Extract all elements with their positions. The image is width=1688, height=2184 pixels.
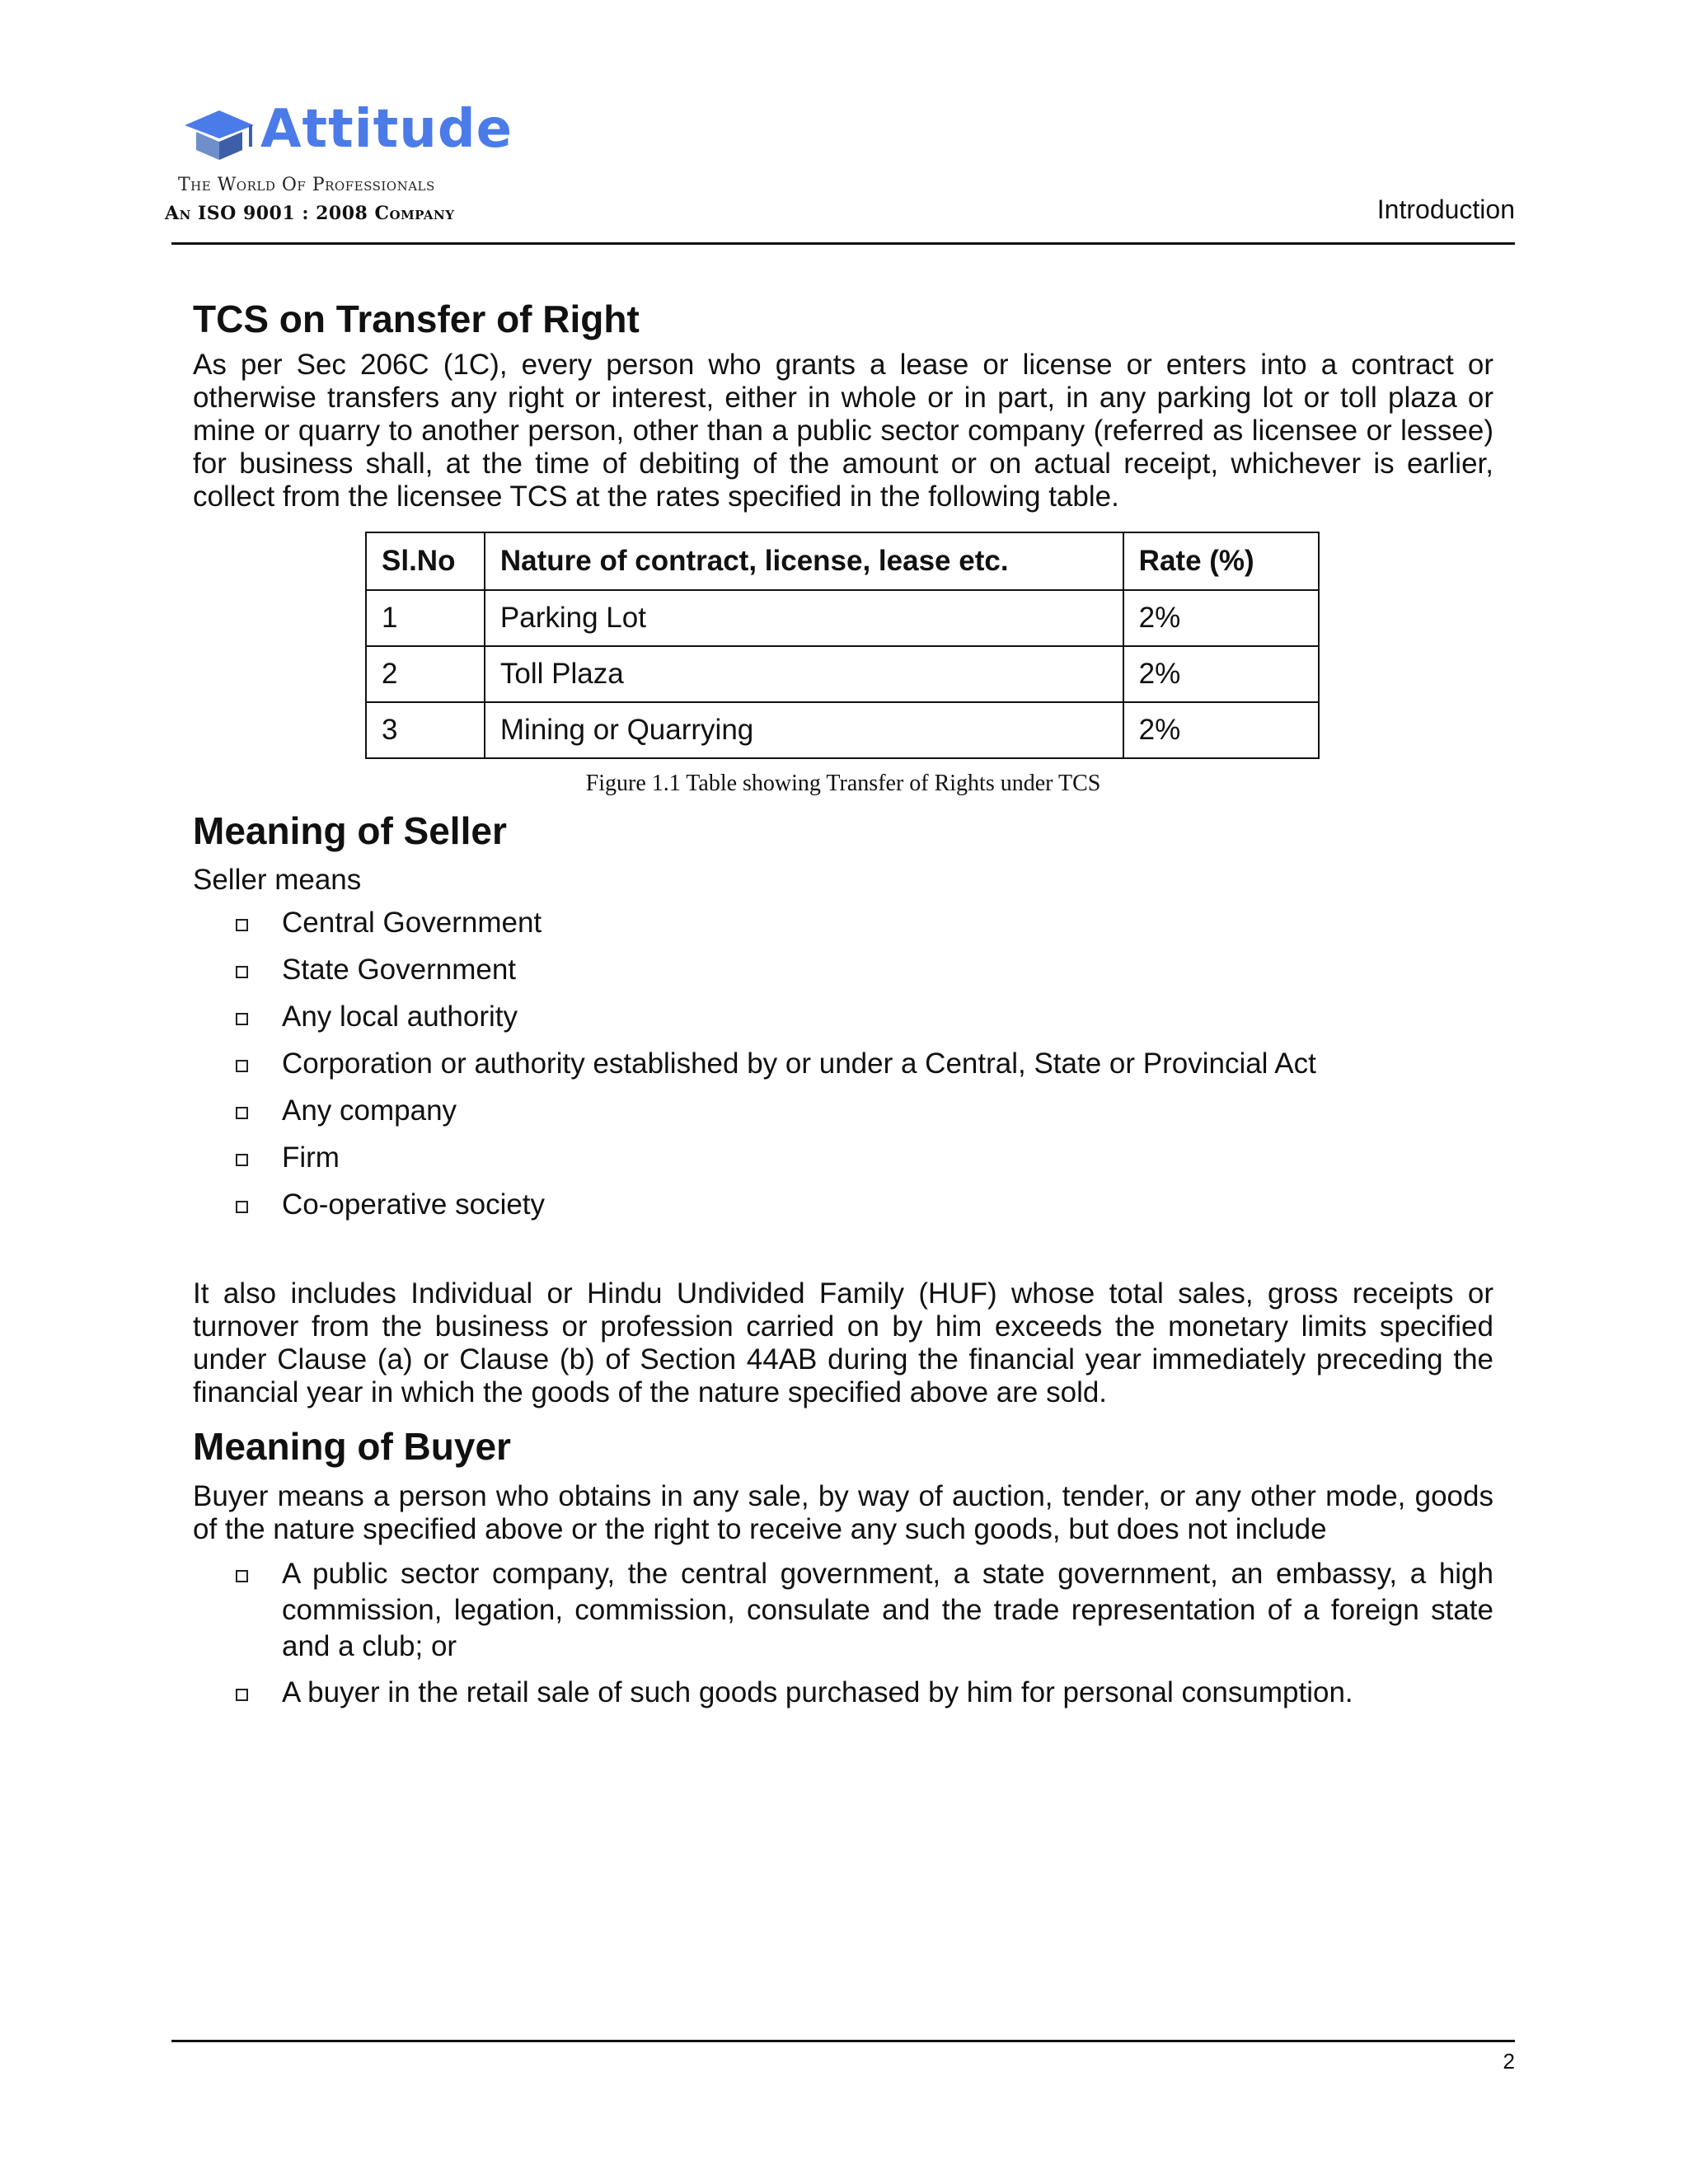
square-bullet-icon: [236, 1154, 248, 1166]
footer-divider: [171, 2040, 1515, 2042]
table-row: [366, 646, 1319, 702]
heading-meaning-of-seller: Meaning of Seller: [193, 809, 507, 853]
page-number: 2: [1503, 2049, 1515, 2074]
table-cell: 3: [366, 702, 485, 758]
seller-huf-paragraph: It also includes Individual or Hindu Undivided Family (HUF) whose total sales, gross receipts or turnover from the business or profession carried on by him exceeds the monetary limits specified under Clause (a) or Clause (b) of Section 44AB during the financial year immediately preceding the financial year in which the goods of the nature specified above are sold.: [193, 1277, 1493, 1409]
square-bullet-icon: [236, 1107, 248, 1119]
logo-certification: An ISO 9001 : 2008 Company: [165, 203, 455, 224]
table-header-cell: Rate (%): [1123, 532, 1319, 590]
list-item: Any local authority: [193, 999, 1493, 1035]
heading-meaning-of-buyer: Meaning of Buyer: [193, 1425, 511, 1469]
list-item: Corporation or authority established by or under a Central, State or Provincial Act: [193, 1046, 1493, 1082]
section-label: Introduction: [1376, 194, 1515, 224]
seller-list: [193, 905, 1493, 1223]
logo-tagline: The World Of Professionals: [178, 175, 435, 195]
seller-intro: Seller means: [193, 864, 362, 897]
list-item: Central Government: [193, 905, 1493, 941]
square-bullet-icon: [236, 966, 248, 978]
table-cell: Mining or Quarrying: [485, 702, 1123, 758]
table-row: [366, 590, 1319, 646]
table-row: [366, 702, 1319, 758]
figure-caption: Figure 1.1 Table showing Transfer of Rights under TCS: [585, 771, 1101, 797]
list-item: A public sector company, the central government, a state government, an embassy, a high commission, legation, commission, consulate and the trade representation of a foreign state and a club; or: [193, 1556, 1493, 1665]
list-item: Firm: [193, 1140, 1493, 1176]
table-header-cell: Sl.No: [366, 532, 485, 590]
logo-wordmark: Attitude: [260, 99, 513, 160]
table-cell: 2%: [1123, 646, 1319, 702]
list-item: Any company: [193, 1093, 1493, 1129]
table-cell: 2%: [1123, 702, 1319, 758]
list-item: State Government: [193, 952, 1493, 988]
table-cell: 1: [366, 590, 485, 646]
square-bullet-icon: [236, 919, 248, 931]
table-cell: 2: [366, 646, 485, 702]
list-item: Co-operative society: [193, 1187, 1493, 1223]
page-header: [0, 0, 1688, 247]
tcs-rates-table: [365, 532, 1320, 759]
buyer-paragraph: Buyer means a person who obtains in any sale, by way of auction, tender, or any other mode, goods of the nature specified above or the right to receive any such goods, but does not include: [193, 1479, 1493, 1545]
tcs-paragraph: As per Sec 206C (1C), every person who grants a lease or license or enters into a contract or otherwise transfers any right or interest, either in whole or in part, in any parking lot or toll plaza or mine or quarry to another person, other than a public sector company (referred as licensee or lessee) for business shall, at the time of debiting of the amount or on actual receipt, whichever is earlier, collect from the licensee TCS at the rates specified in the following table.: [193, 349, 1493, 513]
buyer-exclusions-list: [193, 1556, 1493, 1711]
table-cell: Toll Plaza: [485, 646, 1123, 702]
square-bullet-icon: [236, 1060, 248, 1072]
header-divider: [171, 242, 1515, 245]
mortarboard-icon: [181, 107, 257, 165]
heading-tcs-transfer-of-right: TCS on Transfer of Right: [193, 298, 640, 340]
square-bullet-icon: [236, 1689, 248, 1701]
table-cell: 2%: [1123, 590, 1319, 646]
table-header-row: [366, 532, 1319, 590]
list-item: A buyer in the retail sale of such goods purchased by him for personal consumption.: [193, 1675, 1493, 1711]
square-bullet-icon: [236, 1201, 248, 1213]
square-bullet-icon: [236, 1570, 248, 1582]
page-content: [193, 297, 1493, 1721]
attitude-logo: [165, 99, 513, 237]
table-cell: Parking Lot: [485, 590, 1123, 646]
table-header-cell: Nature of contract, license, lease etc.: [485, 532, 1123, 590]
square-bullet-icon: [236, 1013, 248, 1025]
